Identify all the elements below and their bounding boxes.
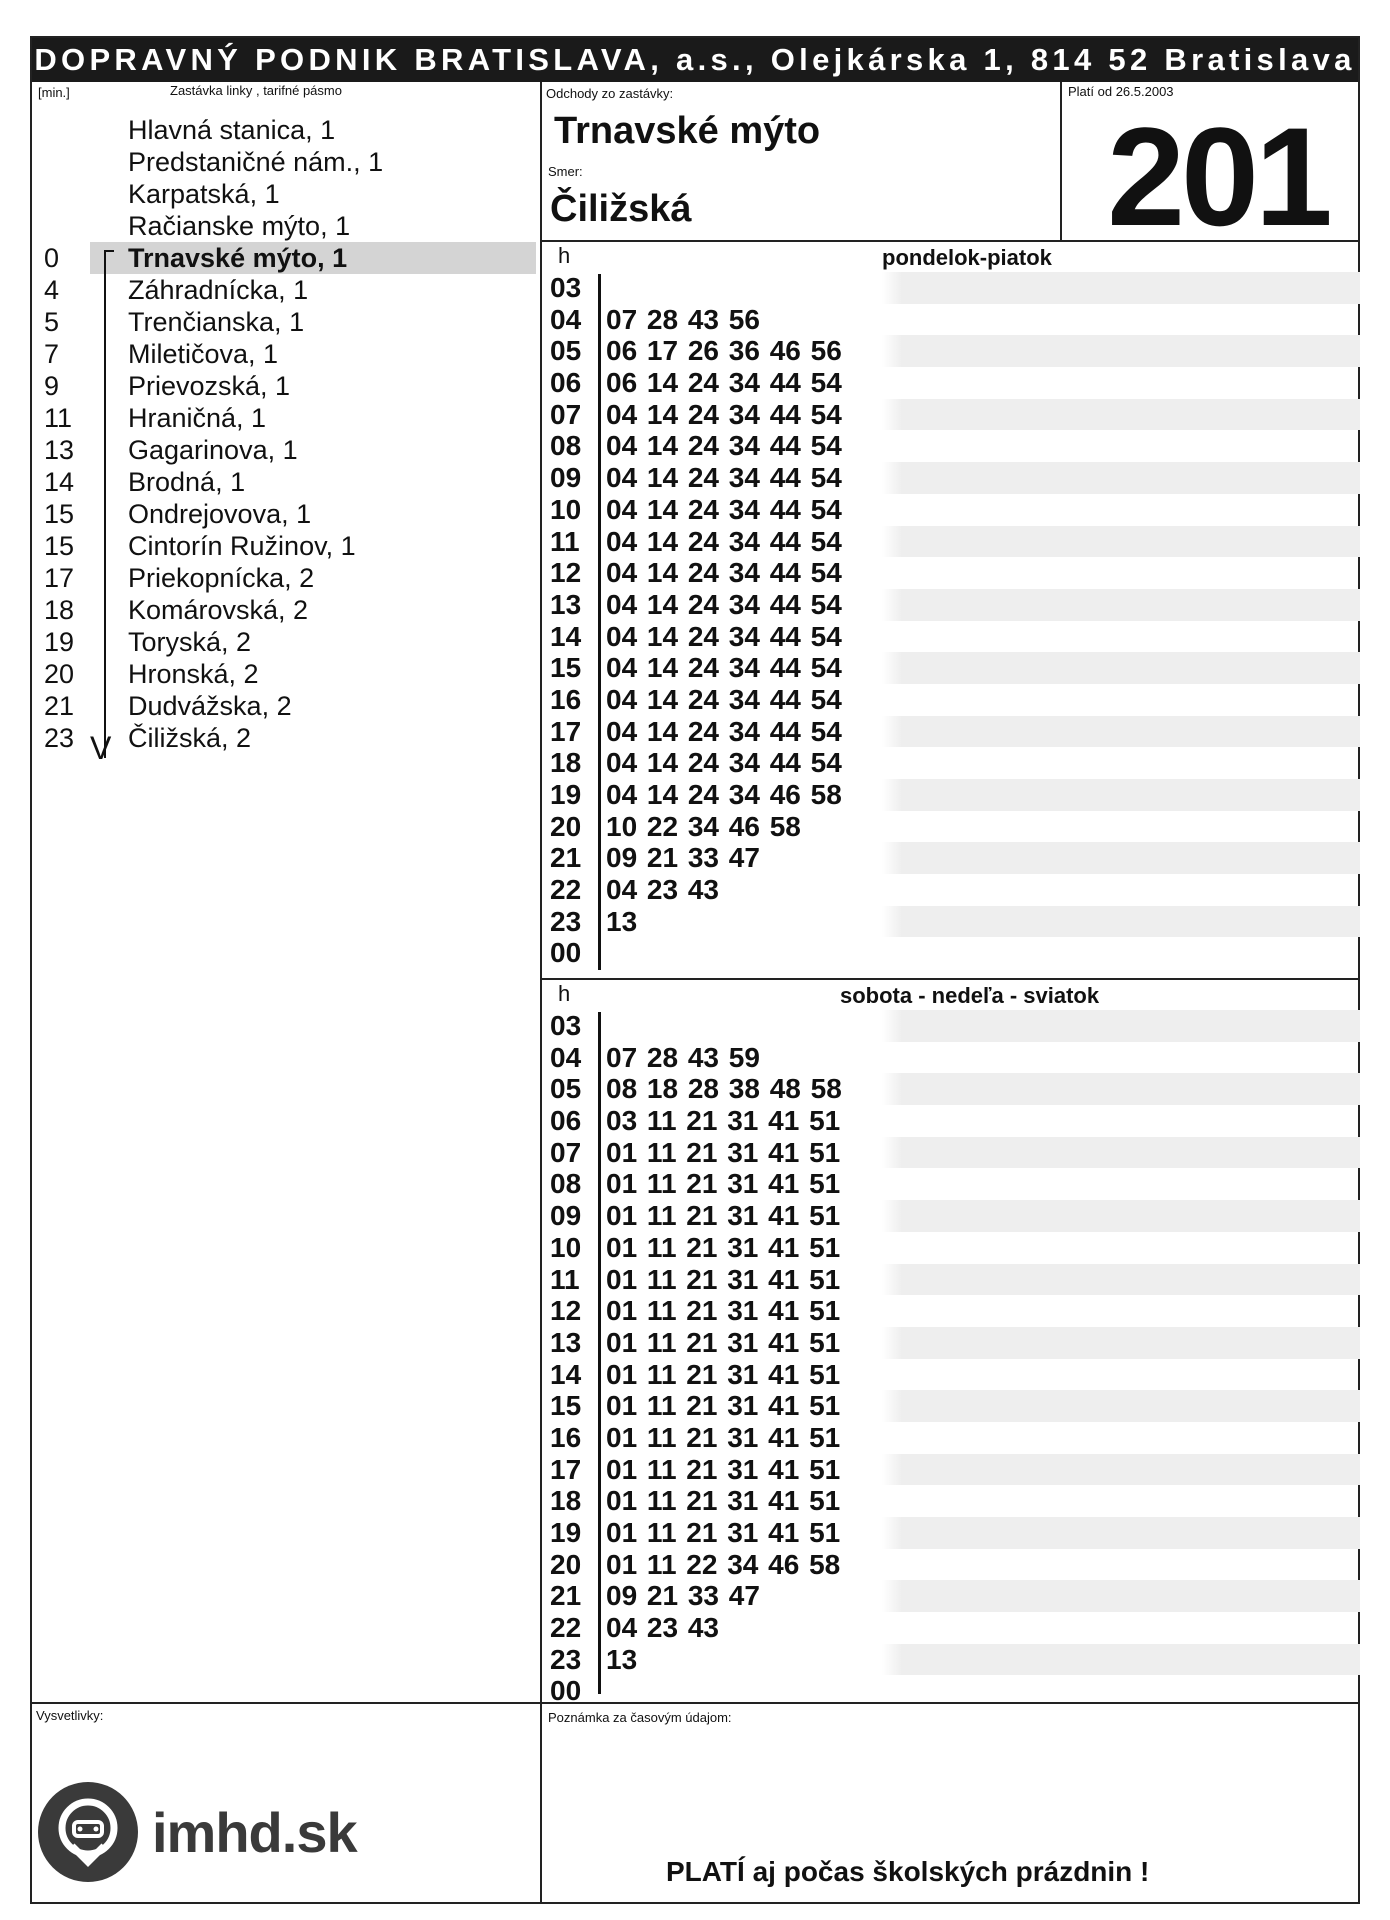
stop-name: Cintorín Ružinov, 1: [128, 531, 356, 561]
route-stop: [36, 626, 536, 658]
departure-minutes: 04 23 43: [606, 1612, 719, 1644]
hour-row: [542, 1422, 1360, 1454]
stop-minutes: 7: [44, 339, 60, 369]
legend-label: Vysvetlivky:: [36, 1708, 104, 1723]
stop-name: Trnavské mýto, 1: [128, 243, 348, 273]
hour-row: [542, 1580, 1360, 1612]
departure-minutes: 01 11 21 31 41 51: [606, 1200, 841, 1232]
hour-row: [542, 1137, 1360, 1169]
hour-row: [542, 589, 1360, 621]
route-stop: [36, 658, 536, 690]
hour-value: 03: [550, 272, 582, 303]
stop-minutes: 23: [44, 723, 75, 753]
hour-row: [542, 779, 1360, 811]
hour-row: [542, 1612, 1360, 1644]
stop-name: Trnavské mýto: [554, 110, 821, 152]
stop-name: Hraničná, 1: [128, 403, 267, 433]
departure-minutes: 04 14 24 34 44 54: [606, 557, 842, 589]
hour-row: [542, 937, 1360, 969]
hour-value: 03: [550, 1010, 582, 1041]
weekday-timetable: [542, 242, 1360, 978]
hour-value: 04: [550, 1041, 582, 1073]
hour-value: 12: [550, 1295, 582, 1327]
hour-value: 09: [550, 462, 582, 494]
hour-value: 08: [550, 430, 582, 462]
hour-value: 18: [550, 747, 582, 779]
departure-minutes: 01 11 21 31 41 51: [606, 1136, 841, 1168]
departure-minutes: 01 11 21 31 41 51: [606, 1390, 841, 1422]
hour-value: 14: [550, 620, 582, 652]
route-stop: [36, 562, 536, 594]
departure-minutes: 08 18 28 38 48 58: [606, 1073, 842, 1105]
stop-minutes: 4: [44, 275, 60, 305]
hour-row: [542, 526, 1360, 558]
minutes-column-label: [min.]: [38, 85, 70, 100]
departure-minutes: 01 11 21 31 41 51: [606, 1517, 841, 1548]
departure-minutes: 01 11 21 31 41 51: [606, 1421, 841, 1453]
route-stop: [36, 690, 536, 722]
hour-row: [542, 716, 1360, 748]
route-stop: [36, 530, 536, 562]
route-stop: [36, 434, 536, 466]
stop-minutes: 18: [44, 595, 75, 625]
imhd-logo-icon: [38, 1782, 138, 1882]
hour-row: [542, 811, 1360, 843]
stop-name: Toryská, 2: [128, 627, 252, 657]
hour-value: 20: [550, 1548, 582, 1580]
previous-stop: [36, 178, 536, 210]
route-start-tick: [104, 250, 114, 252]
hour-value: 21: [550, 1580, 582, 1612]
hour-row: [542, 494, 1360, 526]
departure-minutes: 01 11 21 31 41 51: [606, 1168, 841, 1200]
departure-minutes: 03 11 21 31 41 51: [606, 1105, 841, 1137]
hour-row: [542, 1359, 1360, 1391]
hour-row: [542, 1517, 1360, 1549]
hour-row: [542, 1485, 1360, 1517]
stop-minutes: 11: [44, 403, 73, 433]
hour-value: 12: [550, 557, 582, 589]
hour-row: [542, 874, 1360, 906]
stop-minutes: 14: [44, 467, 75, 497]
hour-value: 23: [550, 905, 582, 937]
departure-minutes: 04 14 24 34 44 54: [606, 525, 842, 557]
departure-minutes: 13: [606, 1643, 638, 1675]
hour-row: [542, 462, 1360, 494]
route-stop: [36, 498, 536, 530]
stop-name: Ondrejovova, 1: [128, 499, 312, 529]
hour-row: [542, 430, 1360, 462]
departure-minutes: 07 28 43 56: [606, 303, 760, 335]
hour-row: [542, 652, 1360, 684]
stop-name: Hronská, 2: [128, 659, 259, 689]
departure-minutes: 10 22 34 46 58: [606, 810, 801, 842]
hour-value: 13: [550, 1326, 582, 1358]
hour-row: [542, 1264, 1360, 1296]
timetable-sheet: [30, 36, 1360, 1904]
departure-minutes: 04 14 24 34 44 54: [606, 715, 842, 747]
weekend-title: sobota - nedeľa - sviatok: [840, 983, 1100, 1008]
route-line: [104, 250, 106, 758]
departure-minutes: 01 11 21 31 41 51: [606, 1326, 841, 1358]
stop-name: Predstaničné nám., 1: [128, 147, 384, 177]
stops-column-label: Zastávka linky , tarifné pásmo: [170, 83, 342, 98]
departure-minutes: 04 14 24 34 44 54: [606, 652, 842, 684]
stop-minutes: 5: [44, 307, 60, 337]
weekend-hour-label: h: [558, 981, 571, 1006]
hour-value: 10: [550, 493, 582, 525]
route-stop: [36, 306, 536, 338]
hour-row: [542, 1549, 1360, 1581]
stop-name: Dudvážska, 2: [128, 691, 292, 721]
hour-row: [542, 304, 1360, 336]
hour-value: 08: [550, 1168, 582, 1200]
line-number: 201: [1107, 98, 1329, 255]
departure-minutes: 13: [606, 905, 638, 937]
hour-value: 10: [550, 1231, 582, 1263]
divider-valid-box: [1060, 82, 1062, 240]
hour-row: [542, 367, 1360, 399]
hour-row: [542, 1073, 1360, 1105]
hour-row: [542, 1644, 1360, 1676]
previous-stop: [36, 210, 536, 242]
departure-minutes: 01 11 22 34 46 58: [606, 1548, 841, 1580]
holiday-notice: PLATÍ aj počas školských prázdnin !: [666, 1856, 1150, 1887]
hour-value: 00: [550, 1675, 582, 1707]
departure-minutes: 06 14 24 34 44 54: [606, 367, 842, 399]
stop-list: [36, 114, 536, 754]
stop-minutes: 20: [44, 659, 75, 689]
departure-minutes: 07 28 43 59: [606, 1041, 760, 1073]
stop-minutes: 15: [44, 531, 75, 561]
departure-minutes: 04 14 24 34 44 54: [606, 398, 842, 430]
route-stop: [36, 402, 536, 434]
hour-row: [542, 1168, 1360, 1200]
hour-value: 19: [550, 1517, 582, 1548]
stop-name: Hlavná stanica, 1: [128, 115, 336, 145]
stop-name: Račianske mýto, 1: [128, 211, 351, 241]
hour-value: 00: [550, 937, 582, 969]
hour-value: 19: [550, 779, 582, 810]
departure-minutes: 09 21 33 47: [606, 1580, 760, 1612]
route-stop: [36, 466, 536, 498]
stop-name: Čiližská, 2: [128, 723, 252, 753]
hour-row: [542, 842, 1360, 874]
hour-value: 06: [550, 1105, 582, 1137]
departure-minutes: 04 23 43: [606, 874, 719, 906]
hour-row: [542, 1454, 1360, 1486]
hour-row: [542, 1675, 1360, 1707]
hour-row: [542, 747, 1360, 779]
hour-value: 13: [550, 588, 582, 620]
stop-name: Komárovská, 2: [128, 595, 309, 625]
hour-value: 04: [550, 303, 582, 335]
weekday-hour-label: h: [558, 243, 571, 268]
hour-row: [542, 1200, 1360, 1232]
departure-minutes: 04 14 24 34 44 54: [606, 430, 842, 462]
hour-value: 07: [550, 398, 582, 430]
hour-value: 16: [550, 1421, 582, 1453]
hour-row: [542, 1105, 1360, 1137]
hour-row: [542, 1042, 1360, 1074]
stop-name: Miletičova, 1: [128, 339, 279, 369]
hour-value: 17: [550, 1453, 582, 1485]
hour-value: 22: [550, 874, 582, 906]
stop-minutes: 13: [44, 435, 75, 465]
hour-value: 11: [550, 525, 580, 557]
route-stop: [36, 338, 536, 370]
stop-minutes: 17: [44, 563, 75, 593]
hour-row: [542, 1295, 1360, 1327]
stop-minutes: 21: [44, 691, 75, 721]
previous-stop: [36, 114, 536, 146]
hour-row: [542, 1327, 1360, 1359]
hour-row: [542, 906, 1360, 938]
hour-value: 05: [550, 335, 582, 367]
route-stop: [36, 594, 536, 626]
stop-name: Priekopnícka, 2: [128, 563, 315, 593]
departures-label: Odchody zo zastávky:: [546, 86, 674, 101]
hour-row: [542, 1390, 1360, 1422]
stop-name: Prievozská, 1: [128, 371, 291, 401]
hour-value: 22: [550, 1612, 582, 1644]
current-stop: [44, 242, 536, 274]
hour-value: 05: [550, 1073, 582, 1105]
departure-minutes: 01 11 21 31 41 51: [606, 1295, 841, 1327]
hour-row: [542, 399, 1360, 431]
stop-minutes: 19: [44, 627, 75, 657]
route-stop: [36, 274, 536, 306]
stop-minutes: 15: [44, 499, 75, 529]
weekday-title: pondelok-piatok: [882, 245, 1052, 270]
stop-name: Karpatská, 1: [128, 179, 280, 209]
departure-minutes: 04 14 24 34 44 54: [606, 683, 842, 715]
hour-row: [542, 621, 1360, 653]
departure-minutes: 04 14 24 34 44 54: [606, 588, 842, 620]
direction-name: Čiližská: [550, 188, 692, 230]
valid-from: Platí od 26.5.2003: [1068, 84, 1174, 99]
route-arrow-icon: V: [90, 730, 112, 766]
departure-minutes: 01 11 21 31 41 51: [606, 1485, 841, 1517]
brand-text: imhd.sk: [152, 1801, 357, 1864]
hour-value: 07: [550, 1136, 582, 1168]
note-label: Poznámka za časovým údajom:: [548, 1710, 732, 1725]
departure-minutes: 09 21 33 47: [606, 842, 760, 874]
hour-value: 23: [550, 1643, 582, 1675]
stop-name: Trenčianska, 1: [128, 307, 305, 337]
weekend-timetable: [542, 980, 1360, 1707]
hour-value: 14: [550, 1358, 582, 1390]
hour-value: 21: [550, 842, 582, 874]
operator-header: DOPRAVNÝ PODNIK BRATISLAVA, a.s., Olejkárska 1, 814 52 Bratislava: [32, 38, 1358, 82]
departure-minutes: 04 14 24 34 46 58: [606, 779, 842, 810]
stop-minutes: 0: [44, 243, 60, 273]
departure-minutes: 01 11 21 31 41 51: [606, 1453, 841, 1485]
departure-minutes: 01 11 21 31 41 51: [606, 1263, 841, 1295]
direction-label: Smer:: [548, 164, 583, 179]
hour-value: 17: [550, 715, 582, 747]
stop-name: Záhradnícka, 1: [128, 275, 309, 305]
hour-value: 15: [550, 1390, 582, 1422]
route-stop: [36, 370, 536, 402]
stop-name: Gagarinova, 1: [128, 435, 298, 465]
hour-row: [542, 1232, 1360, 1264]
departure-minutes: 04 14 24 34 44 54: [606, 747, 842, 779]
hour-row: [542, 272, 1360, 304]
departure-minutes: 01 11 21 31 41 51: [606, 1358, 841, 1390]
hour-value: 18: [550, 1485, 582, 1517]
hour-value: 11: [550, 1263, 580, 1295]
hour-value: 20: [550, 810, 582, 842]
hour-value: 15: [550, 652, 582, 684]
departure-minutes: 01 11 21 31 41 51: [606, 1231, 841, 1263]
hour-value: 16: [550, 683, 582, 715]
hour-row: [542, 684, 1360, 716]
stop-minutes: 9: [44, 371, 60, 401]
stop-name: Brodná, 1: [128, 467, 246, 497]
hour-row: [542, 557, 1360, 589]
hour-row: [542, 1010, 1360, 1042]
departure-minutes: 04 14 24 34 44 54: [606, 462, 842, 494]
hour-row: [542, 335, 1360, 367]
departure-minutes: 06 17 26 36 46 56: [606, 335, 842, 367]
departure-minutes: 04 14 24 34 44 54: [606, 493, 842, 525]
departure-minutes: 04 14 24 34 44 54: [606, 620, 842, 652]
hour-value: 06: [550, 367, 582, 399]
hour-value: 09: [550, 1200, 582, 1232]
previous-stop: [36, 146, 536, 178]
